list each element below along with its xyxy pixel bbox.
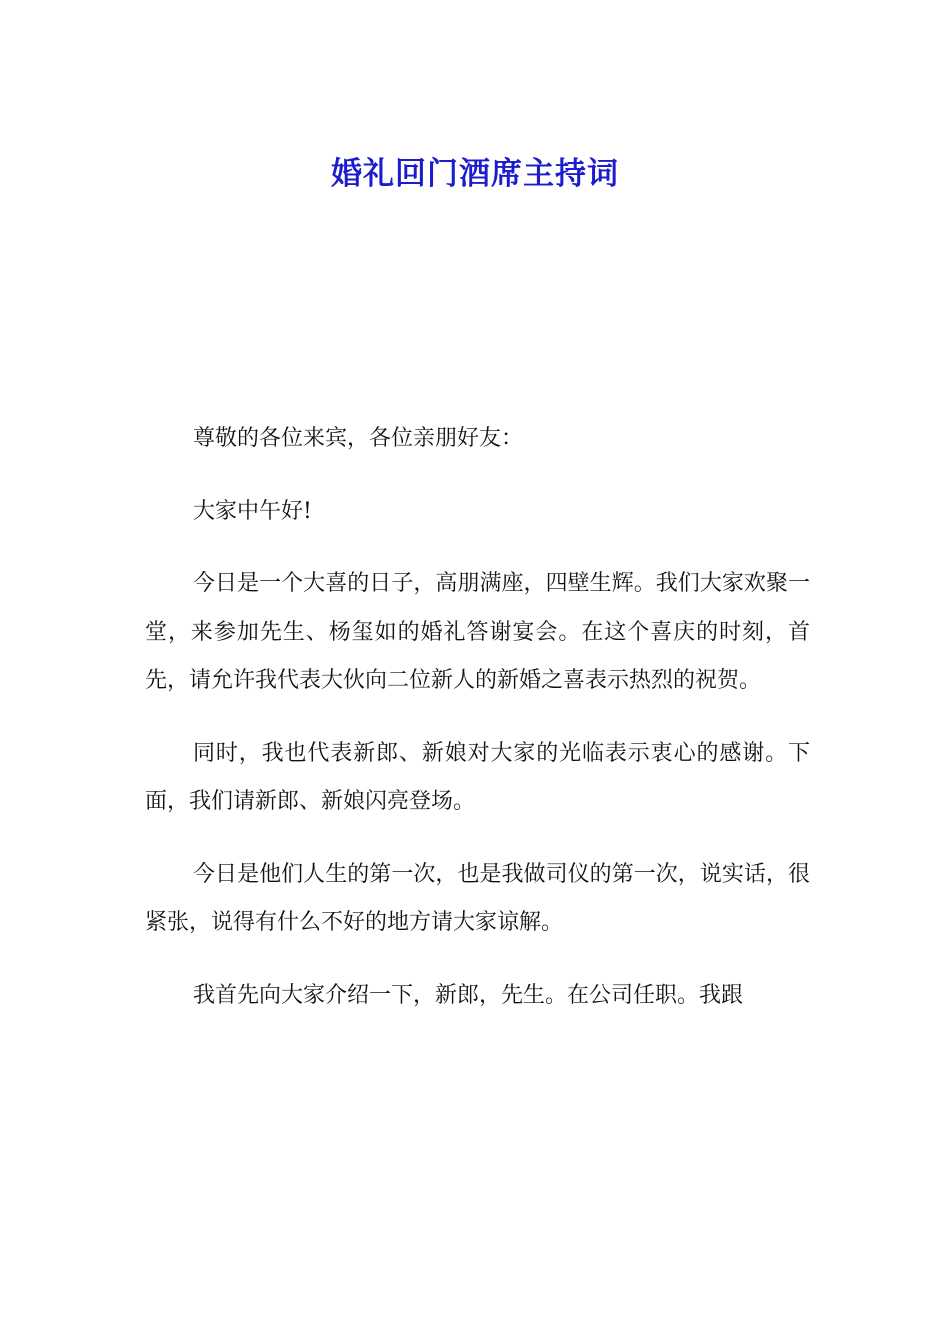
paragraph-introduction: 我首先向大家介绍一下，新郎，先生。在公司任职。我跟: [193, 982, 744, 1008]
paragraph-good-afternoon: 大家中午好!: [193, 498, 312, 524]
paragraph-greeting: 尊敬的各位来宾，各位亲朋好友：: [193, 426, 524, 451]
paragraph-first-time: 今日是他们人生的第一次，也是我做司仪的第一次，说实话，很紧张，说得有什么不好的地方请大家谅解。: [145, 861, 810, 935]
document-title: 婚礼回门酒席主持词: [331, 155, 619, 192]
paragraph-celebration: 今日是一个大喜的日子，高朋满座，四壁生辉。我们大家欢聚一堂，来参加先生、杨玺如的婚礼答谢宴会。在这个喜庆的时刻，首先，请允许我代表大伙向二位新人的新婚之喜表示热烈的祝贺。: [145, 571, 810, 693]
document-body: [145, 415, 810, 1044]
paragraph-thanks: 同时，我也代表新郎、新娘对大家的光临表示衷心的感谢。下面，我们请新郎、新娘闪亮登场。: [145, 740, 810, 814]
